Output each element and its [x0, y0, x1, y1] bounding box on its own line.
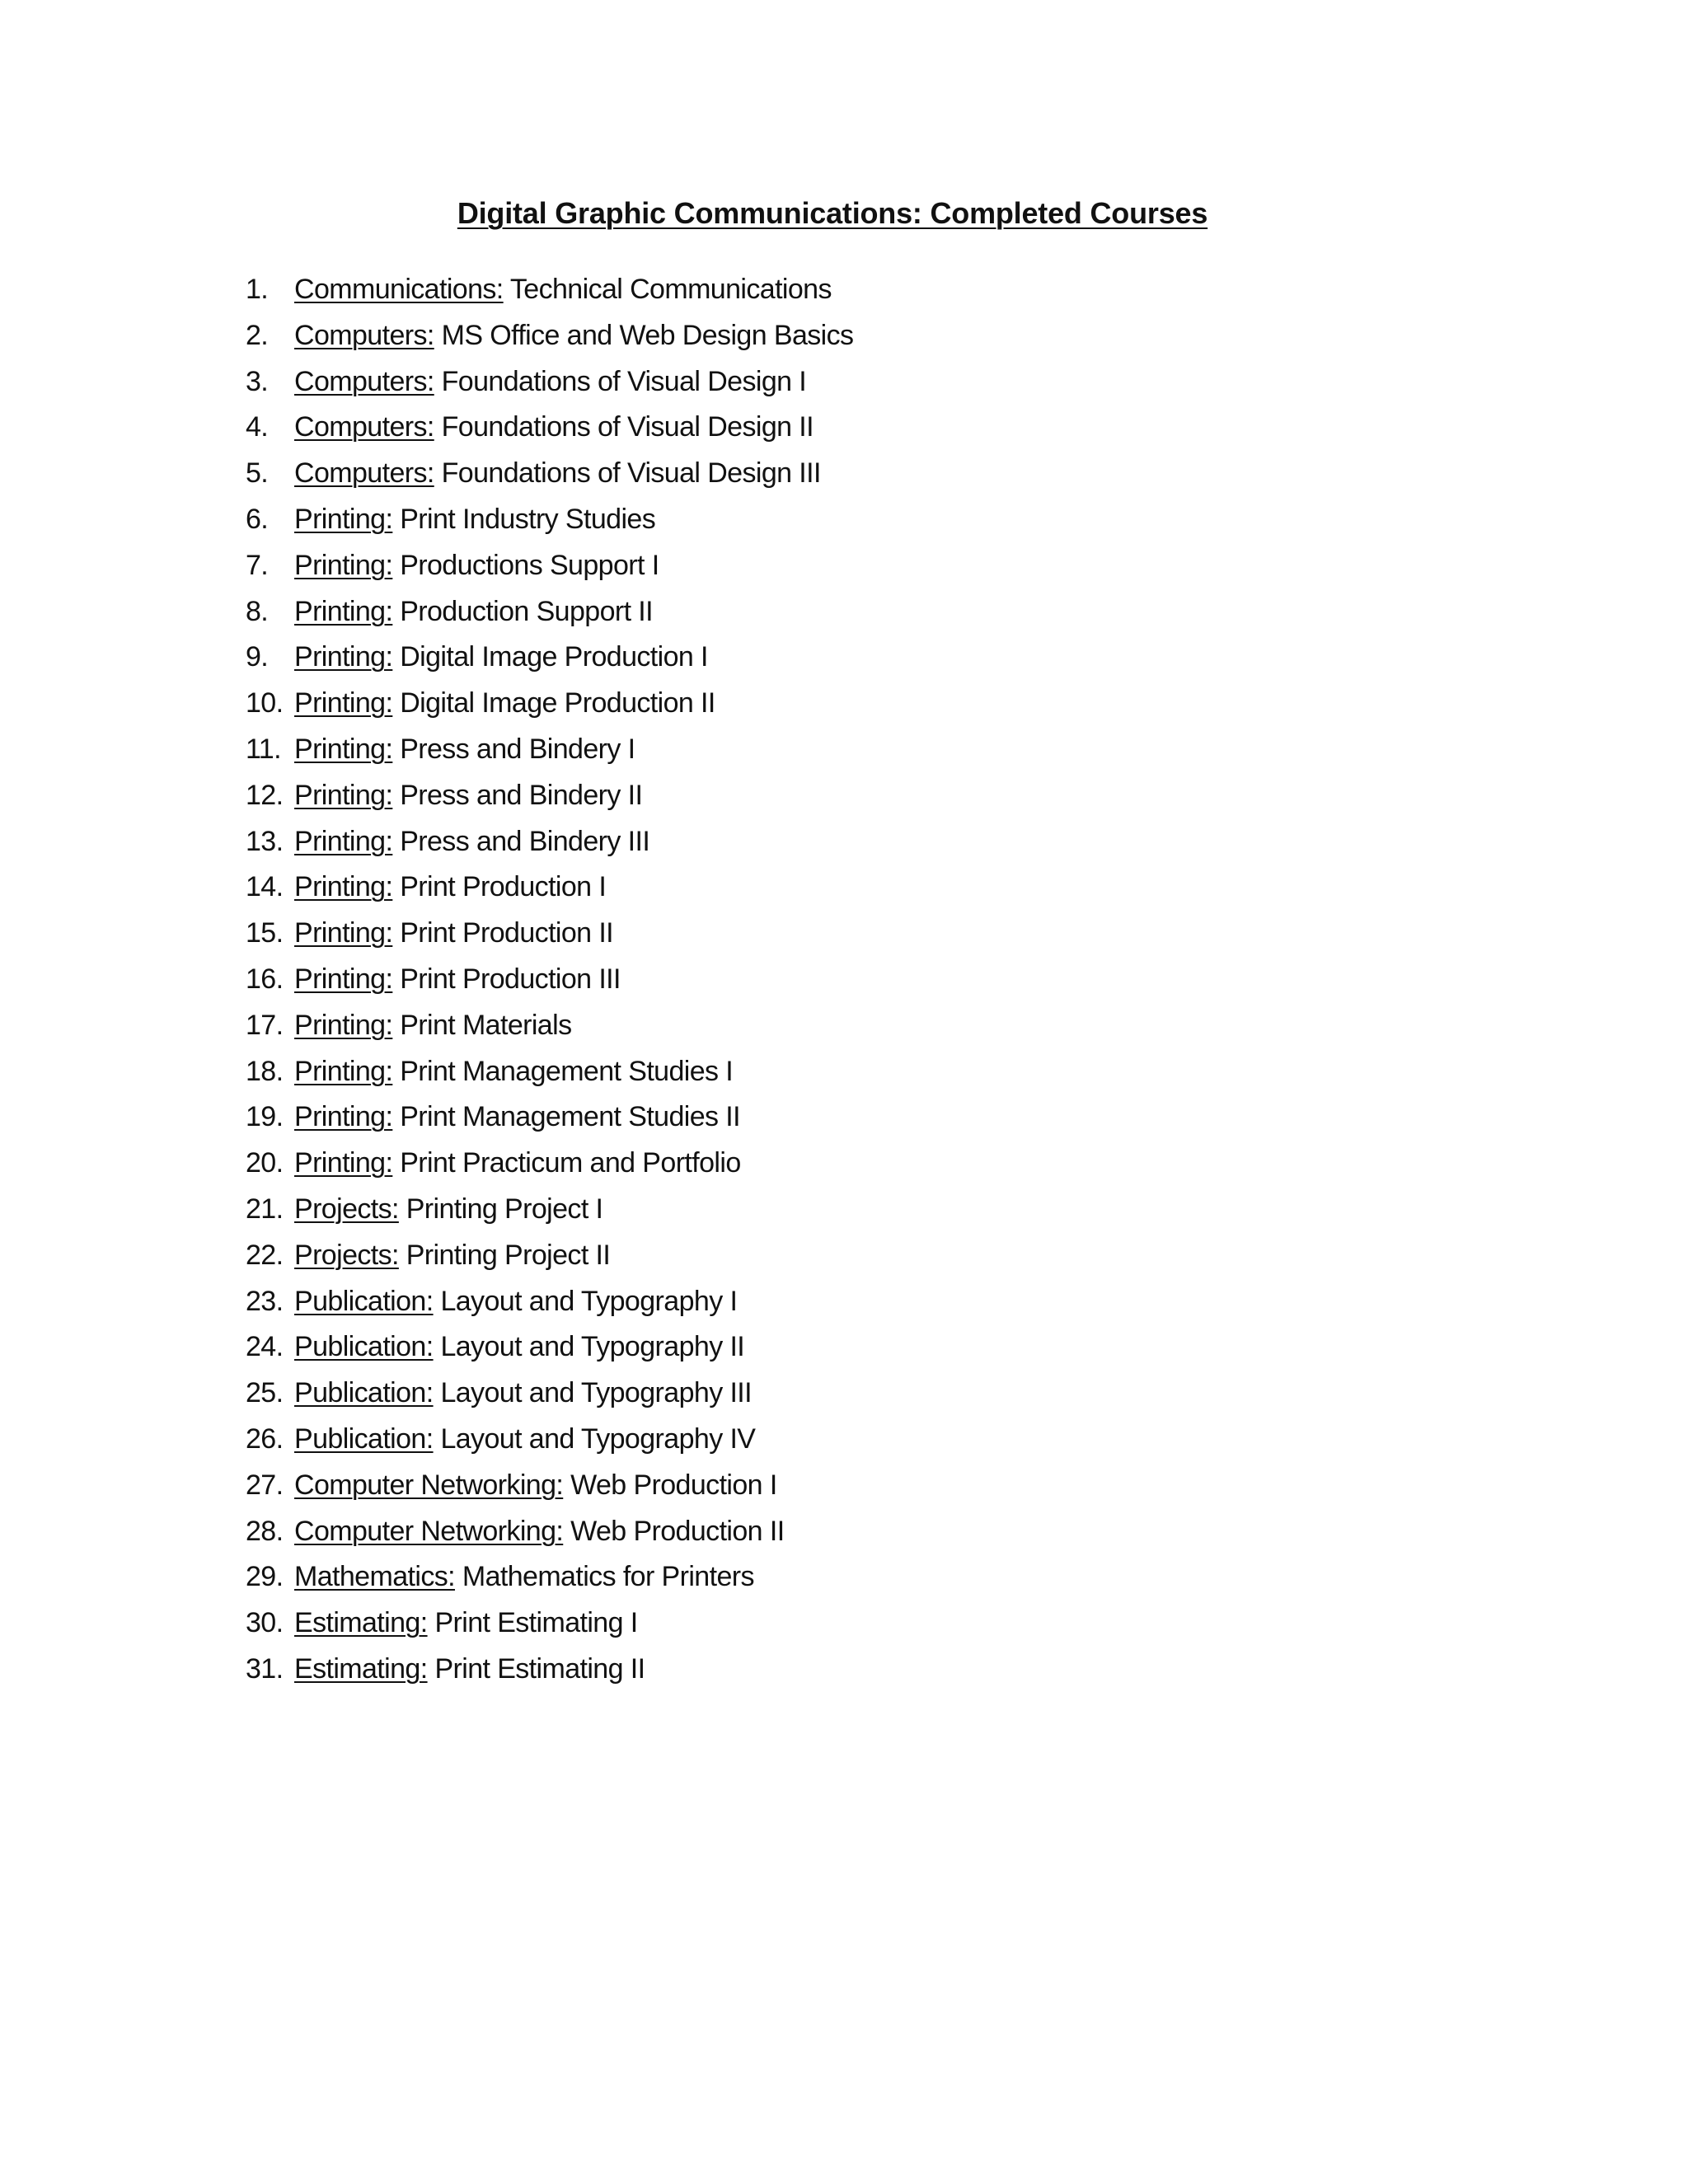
- course-name: Foundations of Visual Design I: [441, 365, 807, 397]
- course-name: Digital Image Production I: [400, 641, 708, 673]
- course-text: [294, 868, 606, 906]
- course-category: Publication:: [294, 1422, 434, 1455]
- course-text: [294, 684, 715, 722]
- course-number: 22.: [246, 1239, 284, 1271]
- course-category: Publication:: [294, 1331, 434, 1363]
- course-text: [294, 1466, 777, 1504]
- course-category: Printing:: [294, 549, 393, 581]
- course-name: Press and Bindery II: [400, 779, 643, 811]
- course-category: Printing:: [294, 1009, 393, 1041]
- course-name: MS Office and Web Design Basics: [441, 319, 854, 351]
- course-text: [294, 1098, 740, 1136]
- course-number: 8.: [246, 595, 269, 627]
- course-text: [294, 1144, 741, 1182]
- course-number: 17.: [246, 1009, 284, 1041]
- course-number: 9.: [246, 641, 269, 673]
- course-category: Printing:: [294, 779, 393, 811]
- course-name: Print Estimating I: [434, 1607, 638, 1639]
- course-number: 21.: [246, 1193, 284, 1225]
- course-name: Production Support II: [400, 595, 654, 627]
- course-text: [294, 500, 655, 538]
- course-name: Printing Project I: [406, 1193, 603, 1225]
- course-text: [294, 776, 642, 814]
- course-category: Printing:: [294, 917, 393, 949]
- course-category: Printing:: [294, 963, 393, 995]
- course-category: Printing:: [294, 641, 393, 673]
- course-text: [294, 1006, 571, 1044]
- course-category: Computers:: [294, 319, 434, 351]
- course-category: Computers:: [294, 457, 434, 490]
- course-number: 18.: [246, 1055, 284, 1087]
- course-name: Technical Communications: [509, 274, 832, 305]
- course-number: 7.: [246, 549, 269, 581]
- course-text: [294, 408, 814, 446]
- course-category: Computers:: [294, 365, 434, 397]
- course-name: Layout and Typography II: [440, 1331, 745, 1363]
- course-number: 24.: [246, 1331, 284, 1363]
- course-name: Press and Bindery I: [400, 733, 635, 765]
- course-text: [294, 593, 653, 630]
- course-category: Computer Networking:: [294, 1515, 564, 1547]
- course-category: Printing:: [294, 871, 393, 903]
- course-text: [294, 1328, 744, 1366]
- course-category: Printing:: [294, 687, 393, 719]
- course-name: Digital Image Production II: [400, 687, 715, 719]
- course-name: Layout and Typography III: [440, 1377, 752, 1409]
- course-category: Estimating:: [294, 1652, 428, 1685]
- course-number: 6.: [246, 503, 269, 535]
- course-number: 28.: [246, 1515, 284, 1547]
- course-category: Printing:: [294, 733, 393, 765]
- course-text: [294, 1604, 638, 1642]
- course-category: Computer Networking:: [294, 1469, 564, 1501]
- course-number: 10.: [246, 687, 284, 719]
- course-number: 3.: [246, 365, 269, 397]
- course-text: [294, 960, 621, 998]
- course-name: Mathematics for Printers: [462, 1561, 754, 1593]
- course-text: [294, 1558, 754, 1596]
- course-number: 23.: [246, 1285, 284, 1317]
- course-name: Print Estimating II: [434, 1652, 645, 1685]
- course-text: [294, 546, 659, 584]
- course-category: Publication:: [294, 1285, 434, 1317]
- course-number: 19.: [246, 1101, 284, 1133]
- course-category: Printing:: [294, 1101, 393, 1133]
- course-name: Foundations of Visual Design II: [441, 411, 814, 443]
- course-number: 12.: [246, 779, 284, 811]
- course-name: Print Practicum and Portfolio: [400, 1147, 741, 1179]
- course-number: 31.: [246, 1652, 284, 1685]
- course-category: Projects:: [294, 1239, 399, 1271]
- course-text: [294, 1236, 610, 1274]
- course-number: 27.: [246, 1469, 284, 1501]
- course-name: Print Production III: [400, 963, 621, 995]
- course-name: Printing Project II: [406, 1239, 611, 1271]
- course-text: [294, 1190, 603, 1228]
- course-category: Printing:: [294, 595, 393, 627]
- course-text: [294, 316, 853, 354]
- course-text: [294, 1512, 785, 1550]
- course-number: 20.: [246, 1147, 284, 1179]
- course-number: 15.: [246, 917, 284, 949]
- course-number: 2.: [246, 319, 269, 351]
- course-name: Web Production II: [570, 1515, 785, 1547]
- course-number: 26.: [246, 1422, 284, 1455]
- course-number: 30.: [246, 1607, 284, 1639]
- course-number: 1.: [246, 274, 269, 305]
- course-text: [294, 454, 821, 492]
- course-category: Computers:: [294, 411, 434, 443]
- course-text: [294, 1374, 752, 1412]
- course-category: Printing:: [294, 503, 393, 535]
- course-text: [294, 1420, 755, 1458]
- course-number: 11.: [246, 733, 281, 765]
- course-name: Print Industry Studies: [400, 503, 656, 535]
- course-name: Print Production I: [400, 871, 607, 903]
- course-number: 16.: [246, 963, 284, 995]
- course-text: [294, 1282, 737, 1320]
- course-name: Productions Support I: [400, 549, 659, 581]
- course-category: Projects:: [294, 1193, 399, 1225]
- page-title: Digital Graphic Communications: Completed Courses: [457, 196, 1208, 230]
- course-number: 14.: [246, 871, 284, 903]
- course-text: [294, 823, 649, 860]
- course-name: Web Production I: [570, 1469, 777, 1501]
- course-number: 5.: [246, 457, 269, 490]
- course-text: [294, 638, 708, 676]
- course-category: Mathematics:: [294, 1561, 455, 1593]
- course-number: 25.: [246, 1377, 284, 1409]
- course-name: Print Management Studies II: [400, 1101, 740, 1133]
- course-number: 29.: [246, 1561, 284, 1593]
- course-category: Communications:: [294, 274, 504, 305]
- course-name: Print Management Studies I: [400, 1055, 734, 1087]
- course-text: [294, 730, 635, 768]
- course-name: Foundations of Visual Design III: [441, 457, 821, 490]
- course-name: Layout and Typography IV: [440, 1422, 756, 1455]
- course-category: Printing:: [294, 825, 393, 857]
- course-category: Publication:: [294, 1377, 434, 1409]
- course-text: [294, 1650, 645, 1688]
- course-name: Print Materials: [400, 1009, 572, 1041]
- course-name: Layout and Typography I: [440, 1285, 738, 1317]
- course-text: [294, 270, 832, 308]
- course-number: 13.: [246, 825, 284, 857]
- course-text: [294, 363, 806, 401]
- course-category: Estimating:: [294, 1607, 428, 1639]
- course-text: [294, 1052, 733, 1090]
- course-name: Print Production II: [400, 917, 614, 949]
- course-category: Printing:: [294, 1055, 393, 1087]
- course-category: Printing:: [294, 1147, 393, 1179]
- course-text: [294, 914, 613, 952]
- course-name: Press and Bindery III: [400, 825, 650, 857]
- course-number: 4.: [246, 411, 269, 443]
